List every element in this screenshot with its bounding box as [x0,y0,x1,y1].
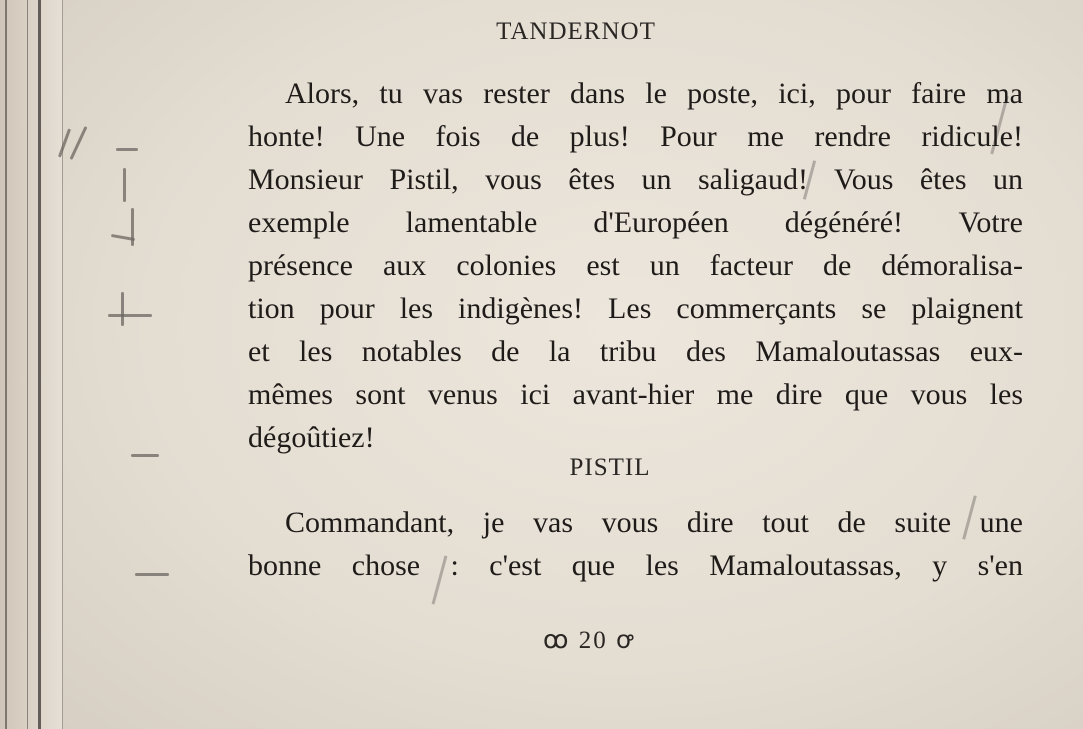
book-page [63,0,1083,729]
text-line: mêmes sont venus ici avant-hier me dire que vous les [248,378,1023,411]
pencil-margin-mark [108,314,152,317]
text-line: tion pour les indigènes! Les commerçants se plaignent [248,292,1023,325]
pencil-margin-mark [123,168,126,202]
page-edge-line [5,0,7,729]
text-line: présence aux colonies est un facteur de démoralisa- [248,249,1023,282]
page-edge-line [38,0,41,729]
speaker-name: TANDERNOT [496,18,656,45]
text-line: bonne chose : c'est que les Mamaloutassas, y s'en [248,549,1023,582]
pencil-margin-mark [135,573,169,576]
pencil-margin-mark [131,454,159,457]
text-line: honte! Une fois de plus! Pour me rendre ridicule! [248,120,1023,153]
text-line: Alors, tu vas rester dans le poste, ici, pour faire ma [285,77,1023,110]
text-line: dégoûtiez! [248,421,375,454]
page-number [543,622,635,656]
text-line: exemple lamentable d'Européen dégénéré! Votre [248,206,1023,239]
ornament-right-icon: ꝍ [615,627,635,654]
pencil-margin-mark [121,292,124,326]
text-line: et les notables de la tribu des Mamaloutassas eux- [248,335,1023,368]
page-edge-line [27,0,28,729]
speaker-name: PISTIL [569,454,651,481]
pencil-margin-mark [70,126,88,160]
text-line: Commandant, je vas vous dire tout de suite une [285,506,1023,539]
book-gutter [0,0,62,729]
pencil-margin-mark [131,208,134,246]
pencil-margin-mark [116,148,138,151]
text-line: Monsieur Pistil, vous êtes un saligaud! Vous êtes un [248,163,1023,196]
ornament-left-icon: ꝏ [543,627,571,654]
page-number-value: 20 [578,627,608,654]
